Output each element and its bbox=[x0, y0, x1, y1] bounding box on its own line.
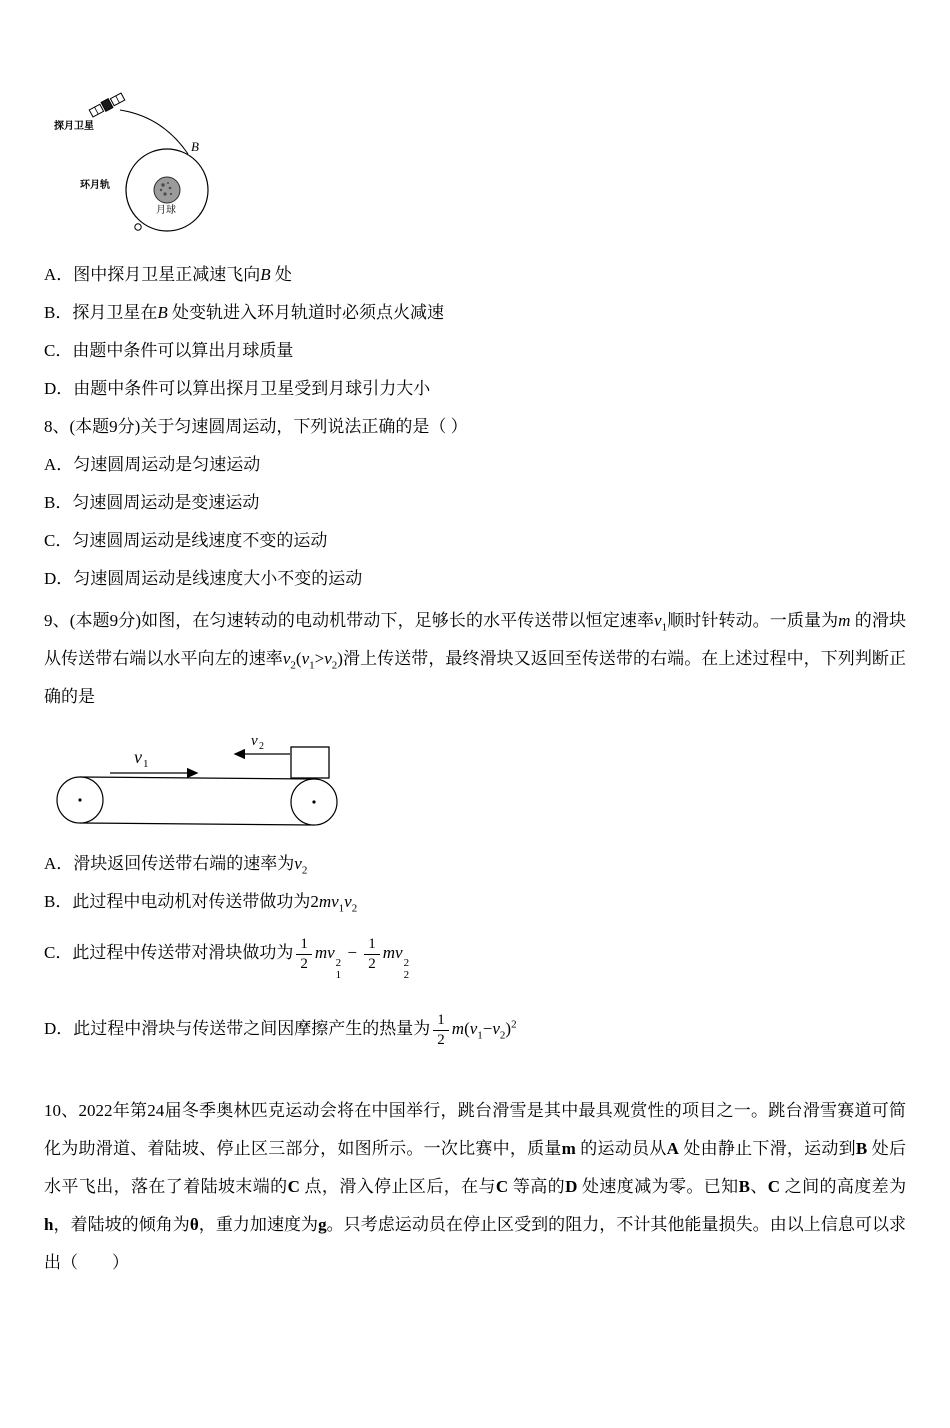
q9-option-d: D．此过程中滑块与传送带之间因摩擦产生的热量为 $\frac{1}{2}$ $m(v_1-v_2)^2$ bbox=[44, 1012, 517, 1048]
v2-label: v bbox=[251, 733, 258, 749]
belt-bottom-edge bbox=[80, 823, 314, 825]
q9-stem: 9、(本题9分)如图，在匀速转动的电动机带动下，足够长的水平传送带以恒定速率$v_1$顺时针转动。一质量为m 的滑块从传送带右端以水平向左的速率$v_2(v_1>v_2)$滑上传送带，最终滑块又返回至传送带的右端。在上述过程中，下列判断正确的是 bbox=[44, 611, 906, 706]
left-pulley-axle bbox=[78, 798, 81, 801]
moon-label: 月球 bbox=[156, 205, 176, 216]
q7-option-a: A．图中探月卫星正减速飞向B 处 bbox=[44, 265, 292, 284]
orbit-dot bbox=[135, 224, 141, 230]
v2-subscript: 2 bbox=[259, 741, 264, 752]
lunar-satellite-icon bbox=[89, 92, 125, 118]
q8-option-c: C．匀速圆周运动是线速度不变的运动 bbox=[44, 531, 328, 550]
q8-option-a: A．匀速圆周运动是匀速运动 bbox=[44, 455, 261, 474]
exam-page bbox=[0, 84, 950, 1282]
right-pulley-axle bbox=[312, 800, 315, 803]
q7-option-b: B．探月卫星在B 处变轨进入环月轨道时必须点火减速 bbox=[44, 303, 444, 322]
satellite-trajectory bbox=[120, 110, 188, 154]
satellite-label: 探月卫星 bbox=[54, 121, 94, 132]
moon-circle bbox=[154, 177, 180, 203]
point-b-label: B bbox=[191, 139, 199, 154]
v1-label: v bbox=[134, 747, 142, 767]
belt-top-edge bbox=[80, 777, 314, 779]
q8-stem: 8、(本题9分)关于匀速圆周运动，下列说法正确的是（ ） bbox=[44, 417, 468, 436]
q9-option-c: C．此过程中传送带对滑块做功为 $\frac{1}{2}$ mv 2 1 − $\frac{1}{2}$ mv 2 2 bbox=[44, 936, 410, 981]
q8-option-b: B．匀速圆周运动是变速运动 bbox=[44, 493, 260, 512]
q7-option-c: C．由题中条件可以算出月球质量 bbox=[44, 341, 294, 360]
q9-option-a: A．滑块返回传送带右端的速率为$v_2$ bbox=[44, 854, 308, 877]
moon-orbit-figure bbox=[50, 84, 260, 242]
conveyor-belt-figure bbox=[48, 732, 348, 837]
q7-option-d: D．由题中条件可以算出探月卫星受到月球引力大小 bbox=[44, 379, 431, 398]
q10-stem: 10、2022年第24届冬季奥林匹克运动会将在中国举行，跳台滑雪是其中最具观赏性的项目之一。跳台滑雪赛道可简化为助滑道、着陆坡、停止区三部分，如图所示。一次比赛中，质量m 的运动员从A 处由静止下滑，运动到B 处后水平飞出，落在了着陆坡末端的C 点，滑入停止区后，在与C 等高的D 处速度减为零。已知B、C 之间的高度差为h，着陆坡的倾角为θ，重力加速度为g。只考虑运动员在停止区受到的阻力，不计其他能量损失。由以上信息可以求出（ ） bbox=[44, 1100, 907, 1272]
orbit-label: 环月轨 bbox=[80, 180, 110, 191]
q9-option-b: B．此过程中电动机对传送带做功为$2mv_1v_2$ bbox=[44, 892, 358, 915]
v1-subscript: 1 bbox=[143, 758, 149, 770]
q8-option-d: D．匀速圆周运动是线速度大小不变的运动 bbox=[44, 569, 363, 588]
sliding-block bbox=[291, 747, 329, 778]
